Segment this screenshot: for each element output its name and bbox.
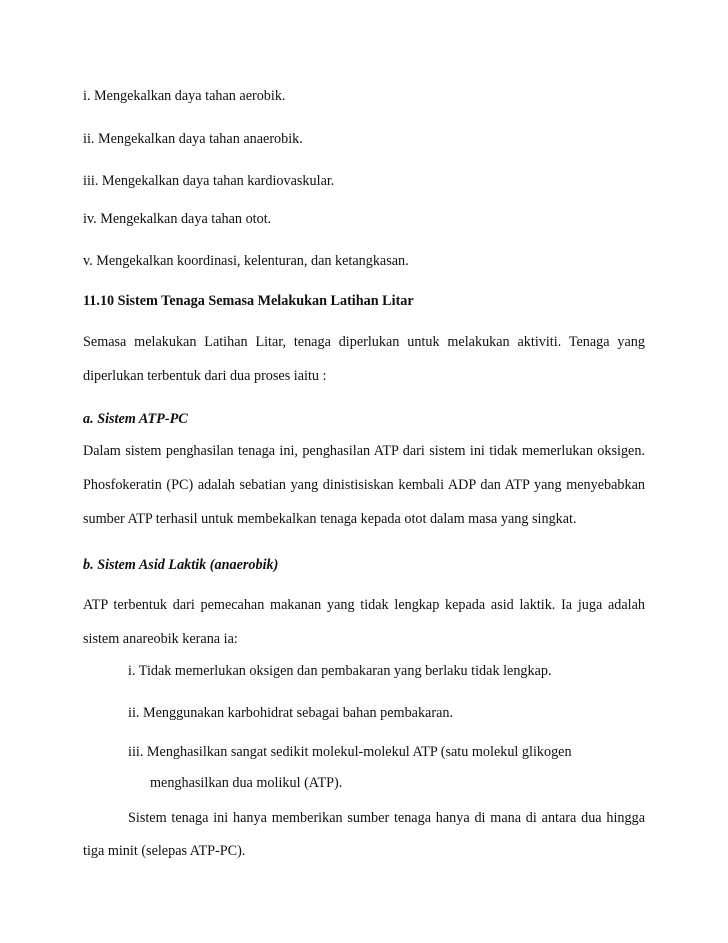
list-item: v. Mengekalkan koordinasi, kelenturan, dan ketangkasan.	[83, 253, 409, 269]
list-item	[128, 737, 645, 799]
list-item: i. Mengekalkan daya tahan aerobik.	[83, 88, 286, 104]
list-item: ii. Menggunakan karbohidrat sebagai bahan pembakaran.	[128, 705, 454, 721]
list-item: i. Tidak memerlukan oksigen dan pembakaran yang berlaku tidak lengkap.	[128, 663, 552, 679]
list-item: iii. Mengekalkan daya tahan kardiovaskular.	[83, 173, 335, 189]
list-item: ii. Mengekalkan daya tahan anaerobik.	[83, 131, 303, 147]
subsection-b-heading: b. Sistem Asid Laktik (anaerobik)	[83, 557, 279, 573]
intro-paragraph: Semasa melakukan Latihan Litar, tenaga diperlukan untuk melakukan aktiviti. Tenaga yang diperlukan terbentuk dari dua proses iaitu :	[83, 334, 645, 385]
section-heading: 11.10 Sistem Tenaga Semasa Melakukan Latihan Litar	[83, 293, 414, 309]
subsection-a-heading: a. Sistem ATP-PC	[83, 411, 188, 427]
list-item-continuation: menghasilkan dua molikul (ATP).	[150, 775, 343, 791]
list-item-text: iii. Menghasilkan sangat sedikit molekul-molekul ATP (satu molekul glikogen	[128, 744, 572, 760]
subsection-b-paragraph: ATP terbentuk dari pemecahan makanan yang tidak lengkap kepada asid laktik. Ia juga adalah sistem anareobik kerana ia:	[83, 597, 645, 648]
subsection-a-paragraph: Dalam sistem penghasilan tenaga ini, penghasilan ATP dari sistem ini tidak memerlukan oksigen. Phosfokeratin (PC) adalah sebatian yang dinistisiskan kembali ADP dan ATP yang menyebabkan sumber ATP terhasil untuk membekalkan tenaga kepada otot dalam masa yang singkat.	[83, 443, 645, 528]
closing-paragraph: Sistem tenaga ini hanya memberikan sumber tenaga hanya di mana di antara dua hingga tiga minit (selepas ATP-PC).	[83, 810, 645, 859]
list-item: iv. Mengekalkan daya tahan otot.	[83, 211, 272, 227]
